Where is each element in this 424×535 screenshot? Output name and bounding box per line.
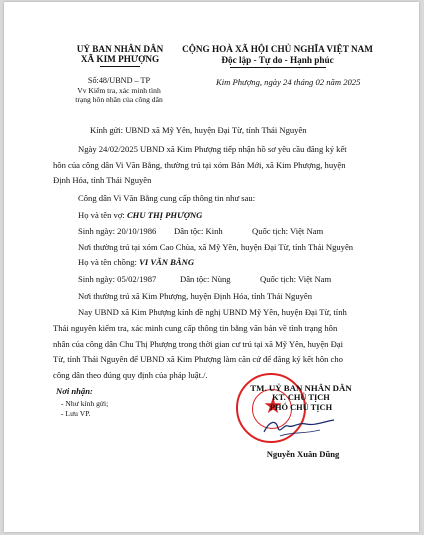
- agency-line2: XÃ KIM PHƯỢNG: [80, 54, 160, 64]
- para1-line3: Định Hóa, tỉnh Thái Nguyên: [53, 175, 152, 185]
- para2-line2: Thái nguyên kiểm tra, xác minh cung cấp thông tin bằng văn bản về tình trạng hôn: [53, 323, 338, 333]
- wife-label: Họ và tên vợ:: [78, 210, 125, 220]
- nation-line1: CỘNG HOÀ XÃ HỘI CHỦ NGHĨA VIỆT NAM: [182, 44, 373, 54]
- handwritten-signature: [260, 414, 340, 442]
- recipients-title: Nơi nhận:: [56, 386, 93, 396]
- para2-line3: nhân của công dân Chu Thị Phượng trong thời gian cư trú tại xã Mỹ Yên, huyện Đại: [53, 339, 344, 349]
- husband-name: VI VĂN BẰNG: [139, 257, 195, 267]
- doc-number: Số:48/UBND – TP: [87, 76, 151, 85]
- husband-label: Họ và tên chồng:: [78, 257, 137, 267]
- agency-underline: [100, 66, 140, 67]
- recipient-item: - Như kính gửi;: [61, 399, 109, 408]
- para2-line1: Nay UBND xã Kim Phượng kính đề nghị UBND Mỹ Yên, huyện Đại Từ, tỉnh: [78, 307, 347, 317]
- signature-line1: TM. UỶ BAN NHÂN DÂN: [250, 383, 352, 393]
- subject-line2: trạng hôn nhân của công dân: [75, 95, 163, 104]
- motto-underline: [230, 67, 326, 68]
- document-page: [4, 2, 419, 532]
- signature-line3: PHÓ CHỦ TỊCH: [269, 403, 333, 412]
- wife-name-line: [78, 210, 202, 221]
- nation-line2: Độc lập - Tự do - Hạnh phúc: [221, 55, 334, 65]
- seal-star-icon: ★: [263, 393, 283, 418]
- place-date: Kim Phượng, ngày 24 tháng 02 năm 2025: [216, 77, 361, 87]
- para1-line2: hôn của công dân Vi Văn Bằng, thường trú tại xóm Bản Mới, xã Kim Phượng, huyện: [53, 160, 346, 170]
- husband-ethnic: Dân tộc: Nùng: [180, 274, 231, 284]
- agency-line1: UỶ BAN NHÂN DÂN: [76, 44, 164, 54]
- wife-birth: Sinh ngày: 20/10/1986: [78, 226, 157, 236]
- wife-ethnic: Dân tộc: Kinh: [174, 226, 223, 236]
- signature-line2: KT. CHỦ TỊCH: [272, 393, 330, 402]
- recipient-item: - Lưu VP.: [61, 409, 91, 418]
- para1-line1: Ngày 24/02/2025 UBND xã Kim Phượng tiếp nhận hồ sơ yêu cầu đăng ký kết: [78, 144, 347, 154]
- subject-line1: Vv Kiểm tra, xác minh tình: [77, 86, 161, 95]
- husband-residence: Nơi thường trú xã Kim Phượng, huyện Định Hóa, tỉnh Thái Nguyên: [78, 291, 313, 301]
- husband-nationality: Quốc tịch: Việt Nam: [260, 274, 332, 284]
- husband-name-line: [78, 257, 194, 268]
- para2-line5: công dân theo đúng quy định của pháp luật./.: [53, 370, 208, 380]
- husband-birth: Sinh ngày: 05/02/1987: [78, 274, 157, 284]
- wife-residence: Nơi thường trú tại xóm Cao Chùa, xã Mỹ Yên, huyện Đại Từ, tỉnh Thái Nguyên: [78, 242, 354, 252]
- wife-name: CHU THỊ PHƯỢNG: [126, 210, 203, 220]
- signer-name: Nguyễn Xuân Dũng: [266, 449, 340, 459]
- intro-line: Công dân Vi Văn Bằng cung cấp thông tin như sau:: [78, 193, 256, 203]
- wife-nationality: Quốc tịch: Việt Nam: [252, 226, 324, 236]
- para2-line4: Từ, tỉnh Thái Nguyên để UBND xã Kim Phượng làm căn cứ để đăng ký kết hôn cho: [53, 354, 343, 364]
- recipient-line: Kính gửi: UBND xã Mỹ Yên, huyện Đại Từ, tỉnh Thái Nguyên: [90, 125, 307, 135]
